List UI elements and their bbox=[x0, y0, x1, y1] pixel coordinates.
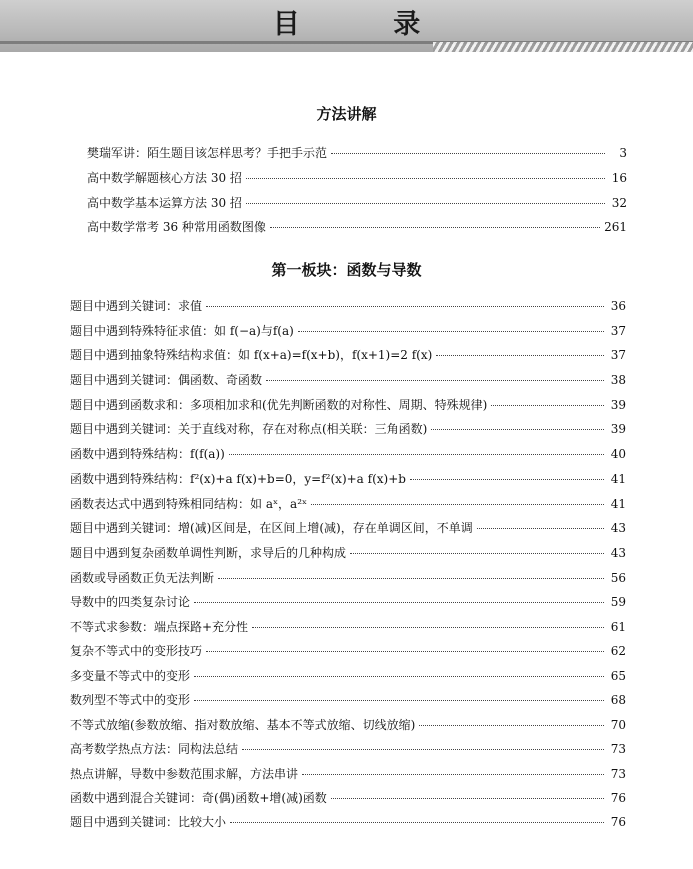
toc-entry[interactable] bbox=[70, 496, 626, 512]
toc-entry-page: 61 bbox=[610, 620, 626, 634]
leader-dots bbox=[491, 405, 604, 406]
toc-entry-page: 32 bbox=[611, 196, 627, 210]
toc-entry-page: 43 bbox=[610, 546, 626, 560]
leader-dots bbox=[194, 700, 604, 701]
leader-dots bbox=[311, 504, 604, 505]
toc-entry-text: 题目中遇到抽象特殊结构求值：如 f(x+a)=f(x+b)，f(x+1)=2 f(x) bbox=[70, 348, 433, 362]
toc-entry-page: 39 bbox=[610, 398, 626, 412]
toc-entry-text: 数列型不等式中的变形 bbox=[70, 693, 191, 707]
toc-entry-text: 题目中遇到复杂函数单调性判断，求导后的几种构成 bbox=[70, 546, 347, 560]
toc-entry[interactable] bbox=[70, 446, 626, 462]
leader-dots bbox=[266, 380, 604, 381]
leader-dots bbox=[218, 578, 604, 579]
toc-entry-page: 70 bbox=[610, 718, 626, 732]
toc-entry[interactable] bbox=[70, 717, 626, 733]
toc-entry-page: 39 bbox=[610, 422, 626, 436]
toc-entry[interactable] bbox=[70, 790, 626, 806]
leader-dots bbox=[302, 774, 604, 775]
toc-entry-text: 题目中遇到函数求和：多项相加求和(优先判断函数的对称性、周期、特殊规律) bbox=[70, 398, 488, 412]
leader-dots bbox=[246, 178, 605, 179]
toc-entry-text: 题目中遇到特殊特征求值：如 f(−a)与f(a) bbox=[70, 324, 294, 338]
toc-entry-text: 高中数学解题核心方法 30 招 bbox=[87, 171, 242, 185]
toc-entry-text: 复杂不等式中的变形技巧 bbox=[70, 644, 203, 658]
toc-entry-page: 76 bbox=[610, 791, 626, 805]
leader-dots bbox=[331, 153, 605, 154]
toc-entry-page: 41 bbox=[610, 472, 626, 486]
toc-entry-page: 43 bbox=[610, 521, 626, 535]
toc-entry[interactable] bbox=[70, 668, 626, 684]
toc-entry-text: 函数中遇到混合关键词：奇(偶)函数+增(减)函数 bbox=[70, 791, 327, 805]
leader-dots bbox=[194, 676, 604, 677]
toc-entry-page: 73 bbox=[610, 767, 626, 781]
toc-entry-page: 38 bbox=[610, 373, 626, 387]
toc-entry[interactable] bbox=[70, 692, 626, 708]
toc-entry-text: 高中数学常考 36 种常用函数图像 bbox=[87, 220, 266, 234]
toc-entry-page: 59 bbox=[610, 595, 626, 609]
toc-entry-page: 40 bbox=[610, 447, 626, 461]
toc-entry[interactable] bbox=[70, 570, 626, 586]
toc-entry-text: 题目中遇到关键词：求值 bbox=[70, 299, 203, 313]
toc-entry-page: 68 bbox=[610, 693, 626, 707]
toc-entry[interactable] bbox=[70, 372, 626, 388]
toc-entry[interactable] bbox=[70, 323, 626, 339]
toc-entry[interactable] bbox=[70, 766, 626, 782]
leader-dots bbox=[242, 749, 604, 750]
leader-dots bbox=[206, 651, 604, 652]
leader-dots bbox=[252, 627, 604, 628]
leader-dots bbox=[206, 306, 604, 307]
leader-dots bbox=[194, 602, 604, 603]
toc-entry-text: 樊瑞军讲：陌生题目该怎样思考？手把手示范 bbox=[87, 146, 328, 160]
toc-entry-page: 73 bbox=[610, 742, 626, 756]
toc-entry-page: 37 bbox=[610, 324, 626, 338]
toc-entry[interactable] bbox=[87, 195, 627, 211]
toc-entry-text: 题目中遇到关键词：偶函数、奇函数 bbox=[70, 373, 263, 387]
toc-entry-text: 题目中遇到关键词：增(减)区间是，在区间上增(减)，存在单调区间，不单调 bbox=[70, 521, 473, 535]
leader-dots bbox=[419, 725, 604, 726]
toc-entry-page: 41 bbox=[610, 497, 626, 511]
toc-entry[interactable] bbox=[70, 643, 626, 659]
toc-entry-page: 76 bbox=[610, 815, 626, 829]
toc-entry-text: 题目中遇到关键词：比较大小 bbox=[70, 815, 227, 829]
toc-entry-page: 261 bbox=[604, 220, 627, 234]
page-title: 目 录 bbox=[272, 9, 463, 40]
toc-entry-page: 36 bbox=[610, 299, 626, 313]
leader-dots bbox=[298, 331, 604, 332]
toc-entry-text: 函数表达式中遇到特殊相同结构：如 aˣ，a²ˣ bbox=[70, 497, 308, 511]
leader-dots bbox=[331, 798, 604, 799]
toc-entry[interactable] bbox=[70, 814, 626, 830]
toc-entry-text: 热点讲解，导数中参数范围求解，方法串讲 bbox=[70, 767, 299, 781]
toc-entry-page: 16 bbox=[611, 171, 627, 185]
toc-entry[interactable] bbox=[70, 397, 626, 413]
toc-entry[interactable] bbox=[70, 421, 626, 437]
leader-dots bbox=[410, 479, 604, 480]
toc-entry[interactable] bbox=[87, 145, 627, 161]
toc-entry[interactable] bbox=[70, 741, 626, 757]
toc-entry[interactable] bbox=[70, 520, 626, 536]
toc-entry-page: 62 bbox=[610, 644, 626, 658]
banner-hatch-decoration bbox=[433, 42, 693, 52]
toc-entry-text: 高中数学基本运算方法 30 招 bbox=[87, 196, 242, 210]
leader-dots bbox=[270, 227, 600, 228]
toc-entry-text: 不等式求参数：端点探路+充分性 bbox=[70, 620, 249, 634]
toc-entry-text: 函数或导函数正负无法判断 bbox=[70, 571, 215, 585]
header-banner bbox=[0, 0, 693, 52]
toc-entry-text: 不等式放缩(参数放缩、指对数放缩、基本不等式放缩、切线放缩) bbox=[70, 718, 416, 732]
toc-entry-page: 65 bbox=[610, 669, 626, 683]
toc-entry-text: 题目中遇到关键词：关于直线对称，存在对称点(相关联：三角函数) bbox=[70, 422, 428, 436]
toc-entry-text: 高考数学热点方法：同构法总结 bbox=[70, 742, 239, 756]
section-title-methods: 方法讲解 bbox=[316, 105, 377, 123]
toc-entry[interactable] bbox=[70, 347, 626, 363]
leader-dots bbox=[246, 203, 605, 204]
leader-dots bbox=[431, 429, 604, 430]
leader-dots bbox=[230, 822, 604, 823]
toc-entry-page: 3 bbox=[619, 146, 627, 160]
toc-entry[interactable] bbox=[70, 545, 626, 561]
toc-entry-text: 函数中遇到特殊结构：f(f(a)) bbox=[70, 447, 225, 461]
toc-entry-page: 56 bbox=[610, 571, 626, 585]
section-title-functions: 第一板块：函数与导数 bbox=[271, 261, 422, 279]
toc-entry[interactable] bbox=[70, 594, 626, 610]
toc-entry[interactable] bbox=[70, 619, 626, 635]
leader-dots bbox=[436, 355, 604, 356]
toc-entry[interactable] bbox=[87, 170, 627, 186]
leader-dots bbox=[350, 553, 604, 554]
leader-dots bbox=[477, 528, 604, 529]
leader-dots bbox=[229, 454, 604, 455]
toc-entry[interactable] bbox=[70, 471, 626, 487]
toc-entry-text: 导数中的四类复杂讨论 bbox=[70, 595, 191, 609]
toc-entry[interactable] bbox=[70, 298, 626, 314]
toc-entry-text: 多变量不等式中的变形 bbox=[70, 669, 191, 683]
toc-entry[interactable] bbox=[87, 219, 627, 235]
toc-entry-page: 37 bbox=[610, 348, 626, 362]
toc-entry-text: 函数中遇到特殊结构：f²(x)+a f(x)+b=0，y=f²(x)+a f(x)+b bbox=[70, 472, 406, 486]
